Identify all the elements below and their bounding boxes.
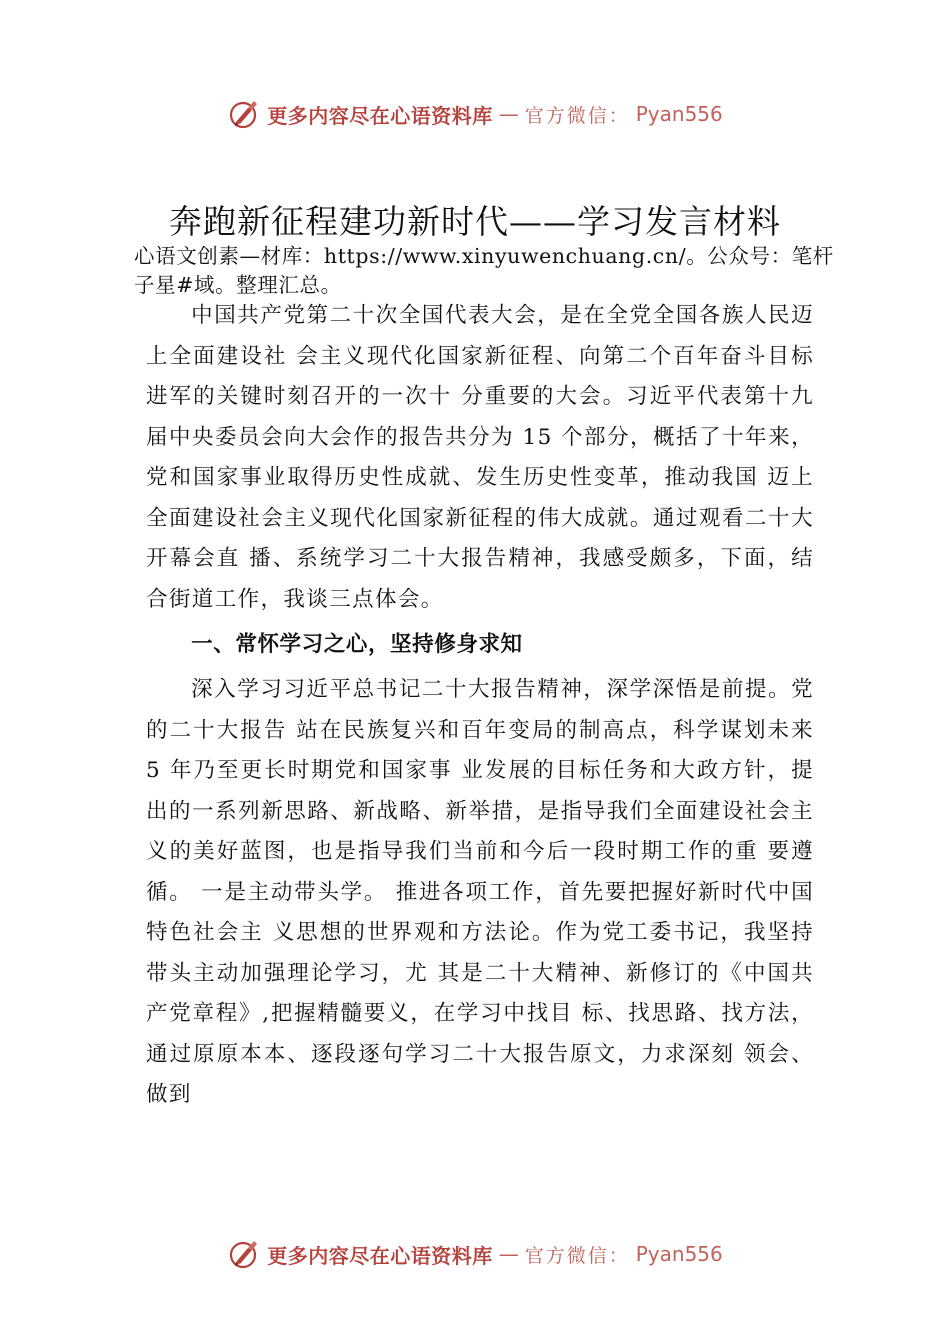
official-wechat-label: 官方微信： [524, 1244, 630, 1267]
document-body [146, 296, 814, 1116]
banner-separator: — [498, 1242, 519, 1266]
source-note: 心语文创素—材库：https://www.xinyuwenchuang.cn/。公众号：笔杆子星#域。整理汇总。 [134, 244, 834, 297]
section-paragraph: 深入学习习近平总书记二十大报告精神，深学深悟是前提。党的二十大报告 站在民族复兴和百年变局的制高点，科学谋划未来 5 年乃至更长时期党和国家事 业发展的目标任务和大政方针，提出的一系列新思路、新战略、新举措，是指导我们全面建设社会主义的美好蓝图，也是指导我们当前和今后一段时期工作的重 要遵循。 一是主动带头学。 推进各项工作，首先要把握好新时代中国特色社会主 义思想的世界观和方法论。作为党工委书记，我坚持带头主动加强理论学习，尤 其是二十大精神、新修订的《中国共产党章程》,把握精髓要义，在学习中找目 标、找思路、找方法，通过原原本本、逐段逐句学习二十大报告原文，力求深刻 领会、做到 [146, 677, 814, 1107]
document-title: 奔跑新征程建功新时代——学习发言材料 [169, 202, 781, 241]
brand-text: 更多内容尽在心语资料库 [267, 1243, 493, 1268]
intro-paragraph: 中国共产党第二十次全国代表大会，是在全党全国各族人民迈上全面建设社 会主义现代化国家新征程、向第二个百年奋斗目标进军的关键时刻召开的一次十 分重要的大会。习近平代表第十九届中央委员会向大会作的报告共分为 15 个部分，概括了十年来，党和国家事业取得历史性成就、发生历史性变革，推动我国 迈上全面建设社会主义现代化国家新征程的伟大成就。通过观看二十大开幕会直 播、系统学习二十大报告精神，我感受颇多，下面，结合街道工作，我谈三点体会。 [146, 303, 814, 612]
header-banner [0, 94, 950, 134]
wechat-id: Pyan556 [635, 1242, 723, 1266]
footer-banner [0, 1234, 950, 1274]
banner-separator: — [498, 102, 519, 126]
brand-text: 更多内容尽在心语资料库 [267, 103, 493, 128]
wechat-id: Pyan556 [635, 102, 723, 126]
pen-logo-icon [227, 97, 261, 131]
pen-logo-icon [227, 1237, 261, 1271]
official-wechat-label: 官方微信： [524, 104, 630, 127]
section-heading: 一、常怀学习之心，坚持修身求知 [191, 632, 523, 657]
